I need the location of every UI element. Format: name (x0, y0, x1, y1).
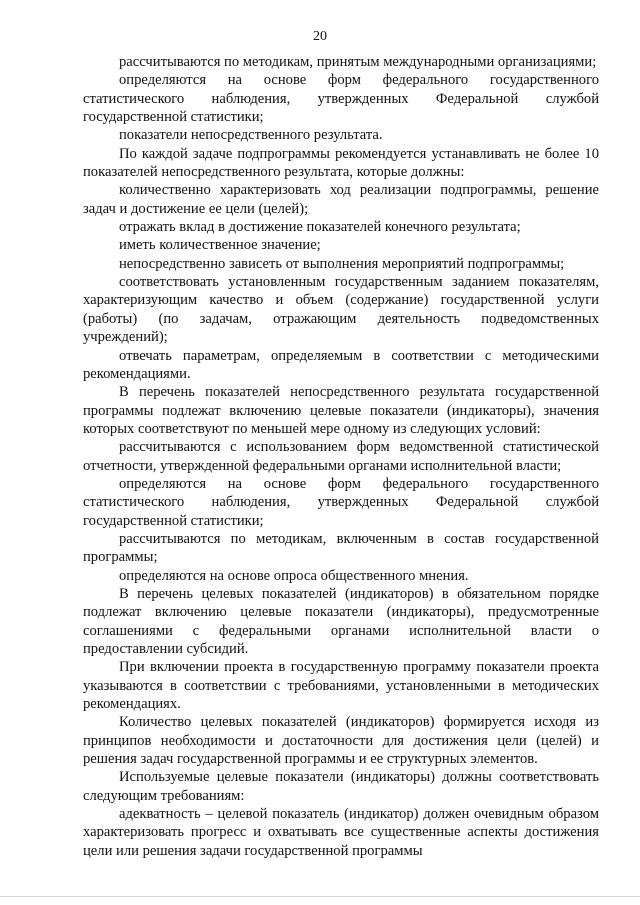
paragraph: рассчитываются по методикам, принятым международными организациями; (119, 54, 597, 70)
document-body (83, 53, 599, 860)
paragraph: иметь количественное значение; (119, 237, 321, 254)
paragraph: Количество целевых показателей (индикаторов) формируется исходя из принципов необходимости и достаточности для достижения цели (целей) и решения задач государственной программы и ее структурных элементов. (83, 714, 599, 768)
paragraph: Используемые целевые показатели (индикаторы) должны соответствовать следующим требованиям: (83, 769, 599, 804)
paragraph: количественно характеризовать ход реализации подпрограммы, решение задач и достижение ее цели (целей); (83, 182, 599, 217)
paragraph: При включении проекта в государственную программу показатели проекта указываются в соответствии с требованиями, установленными в методических рекомендациях. (83, 659, 599, 713)
paragraph: определяются на основе форм федерального государственного статистического наблюдения, утвержденных Федеральной службой государственной статистики; (83, 72, 599, 126)
paragraph: отражать вклад в достижение показателей конечного результата; (119, 219, 521, 236)
paragraph: В перечень показателей непосредственного результата государственной программы подлежат включению целевые показатели (индикаторы), значения которых соответствуют по меньшей мере одному из следующих условий: (83, 384, 599, 437)
paragraph: соответствовать установленным государственным заданием показателям, характеризующим качество и объем (содержание) государственной услуги (работы) (по задачам, отражающим деятельность подведомственных учреждений); (83, 274, 599, 346)
paragraph: определяются на основе опроса общественного мнения. (119, 567, 469, 584)
page-number: 20 (313, 29, 327, 44)
paragraph: отвечать параметрам, определяемым в соответствии с методическими рекомендациями. (83, 347, 599, 382)
paragraph: рассчитываются с использованием форм ведомственной статистической отчетности, утвержденной федеральными органами исполнительной власти; (83, 439, 599, 474)
paragraph: показатели непосредственного результата. (119, 127, 383, 144)
paragraph: адекватность – целевой показатель (индикатор) должен очевидным образом характеризовать прогресс и охватывать все существенные аспекты достижения цели или решения задачи государственной программы (83, 806, 599, 859)
paragraph: непосредственно зависеть от выполнения мероприятий подпрограммы; (119, 255, 565, 272)
paragraph: рассчитываются по методикам, включенным в состав государственной программы; (83, 530, 599, 566)
page-bottom-edge (0, 896, 640, 897)
paragraph: В перечень целевых показателей (индикаторов) в обязательном порядке подлежат включению целевые показатели (индикаторы), предусмотренные соглашениями с федеральными органами исполнительной власти о предоставлении субсидий. (83, 585, 599, 657)
paragraph: По каждой задаче подпрограммы рекомендуется устанавливать не более 10 показателей непосредственного результата, которые должны: (83, 145, 599, 181)
paragraph: определяются на основе форм федерального государственного статистического наблюдения, утвержденных Федеральной службой государственной статистики; (83, 475, 599, 529)
